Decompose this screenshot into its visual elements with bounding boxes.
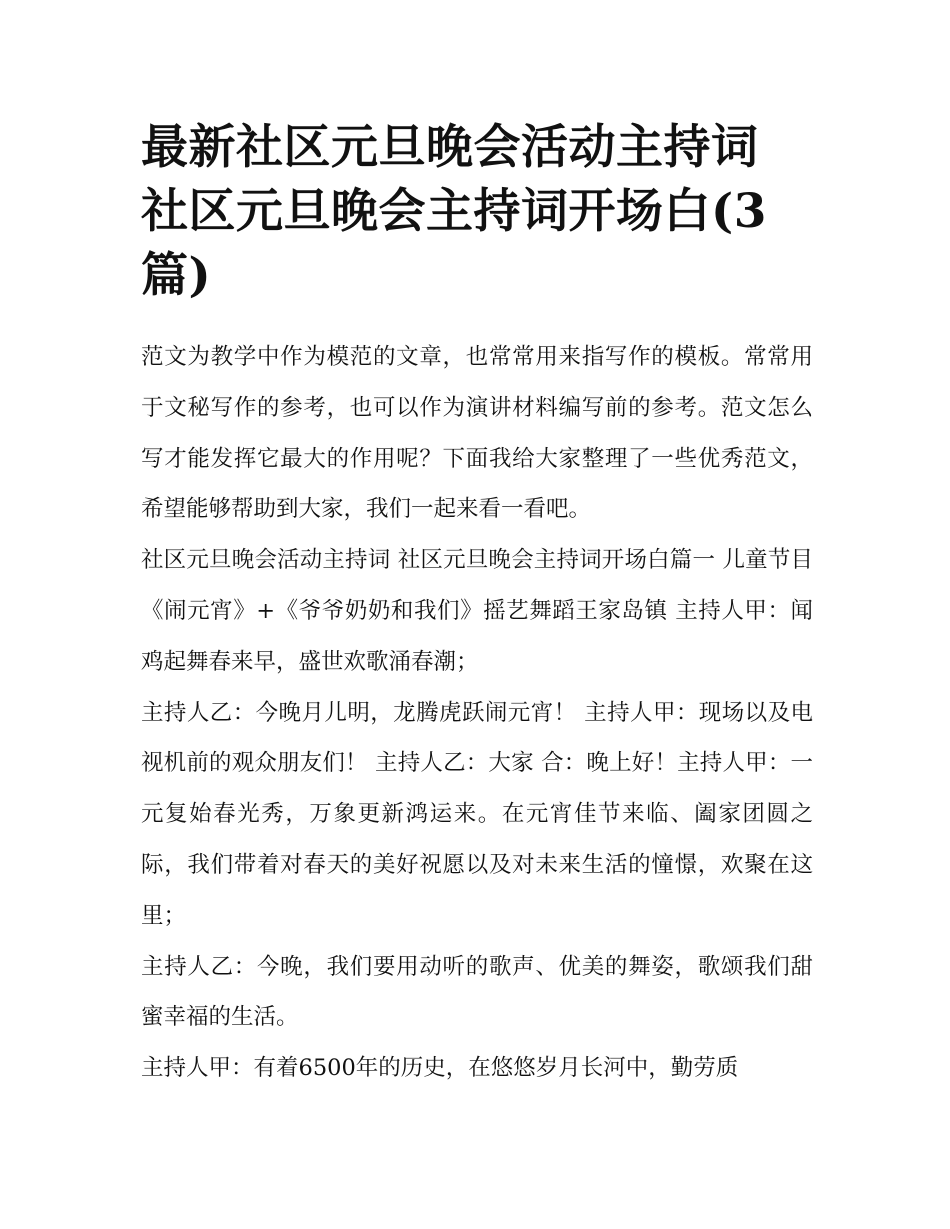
- document-page: [141, 116, 813, 1094]
- title-line-3: 篇): [141, 248, 212, 303]
- body-paragraph: 主持人甲：有着6500年的历史，在悠悠岁月长河中，勤劳质: [141, 1055, 739, 1082]
- document-title: [141, 116, 813, 308]
- document-body: [141, 332, 813, 1094]
- intro-paragraph: 范文为教学中作为模范的文章，也常常用来指写作的模板。常常用于文秘写作的参考，也可以作为演讲材料编写前的参考。范文怎么写才能发挥它最大的作用呢？下面我给大家整理了一些优秀范文，希望能够帮助到大家，我们一起来看一看吧。: [141, 344, 813, 523]
- body-paragraph: 主持人乙：今晚月儿明，龙腾虎跃闹元宵！ 主持人甲：现场以及电视机前的观众朋友们！ 主持人乙：大家 合：晚上好！主持人甲：一元复始春光秀，万象更新鸿运来。在元宵佳节来临、阖家团圆之际，我们带着对春天的美好祝愿以及对未来生活的憧憬，欢聚在这里；: [141, 699, 813, 929]
- body-paragraph: 社区元旦晚会活动主持词 社区元旦晚会主持词开场白篇一 儿童节目《闹元宵》+《爷爷奶奶和我们》摇艺舞蹈王家岛镇 主持人甲：闻鸡起舞春来早，盛世欢歌涌春潮；: [141, 547, 813, 675]
- title-line-2: 社区元旦晚会主持词开场白(3: [141, 184, 767, 239]
- title-line-1: 最新社区元旦晚会活动主持词: [141, 120, 759, 175]
- body-paragraph: 主持人乙：今晚，我们要用动听的歌声、优美的舞姿，歌颂我们甜蜜幸福的生活。: [141, 953, 813, 1031]
